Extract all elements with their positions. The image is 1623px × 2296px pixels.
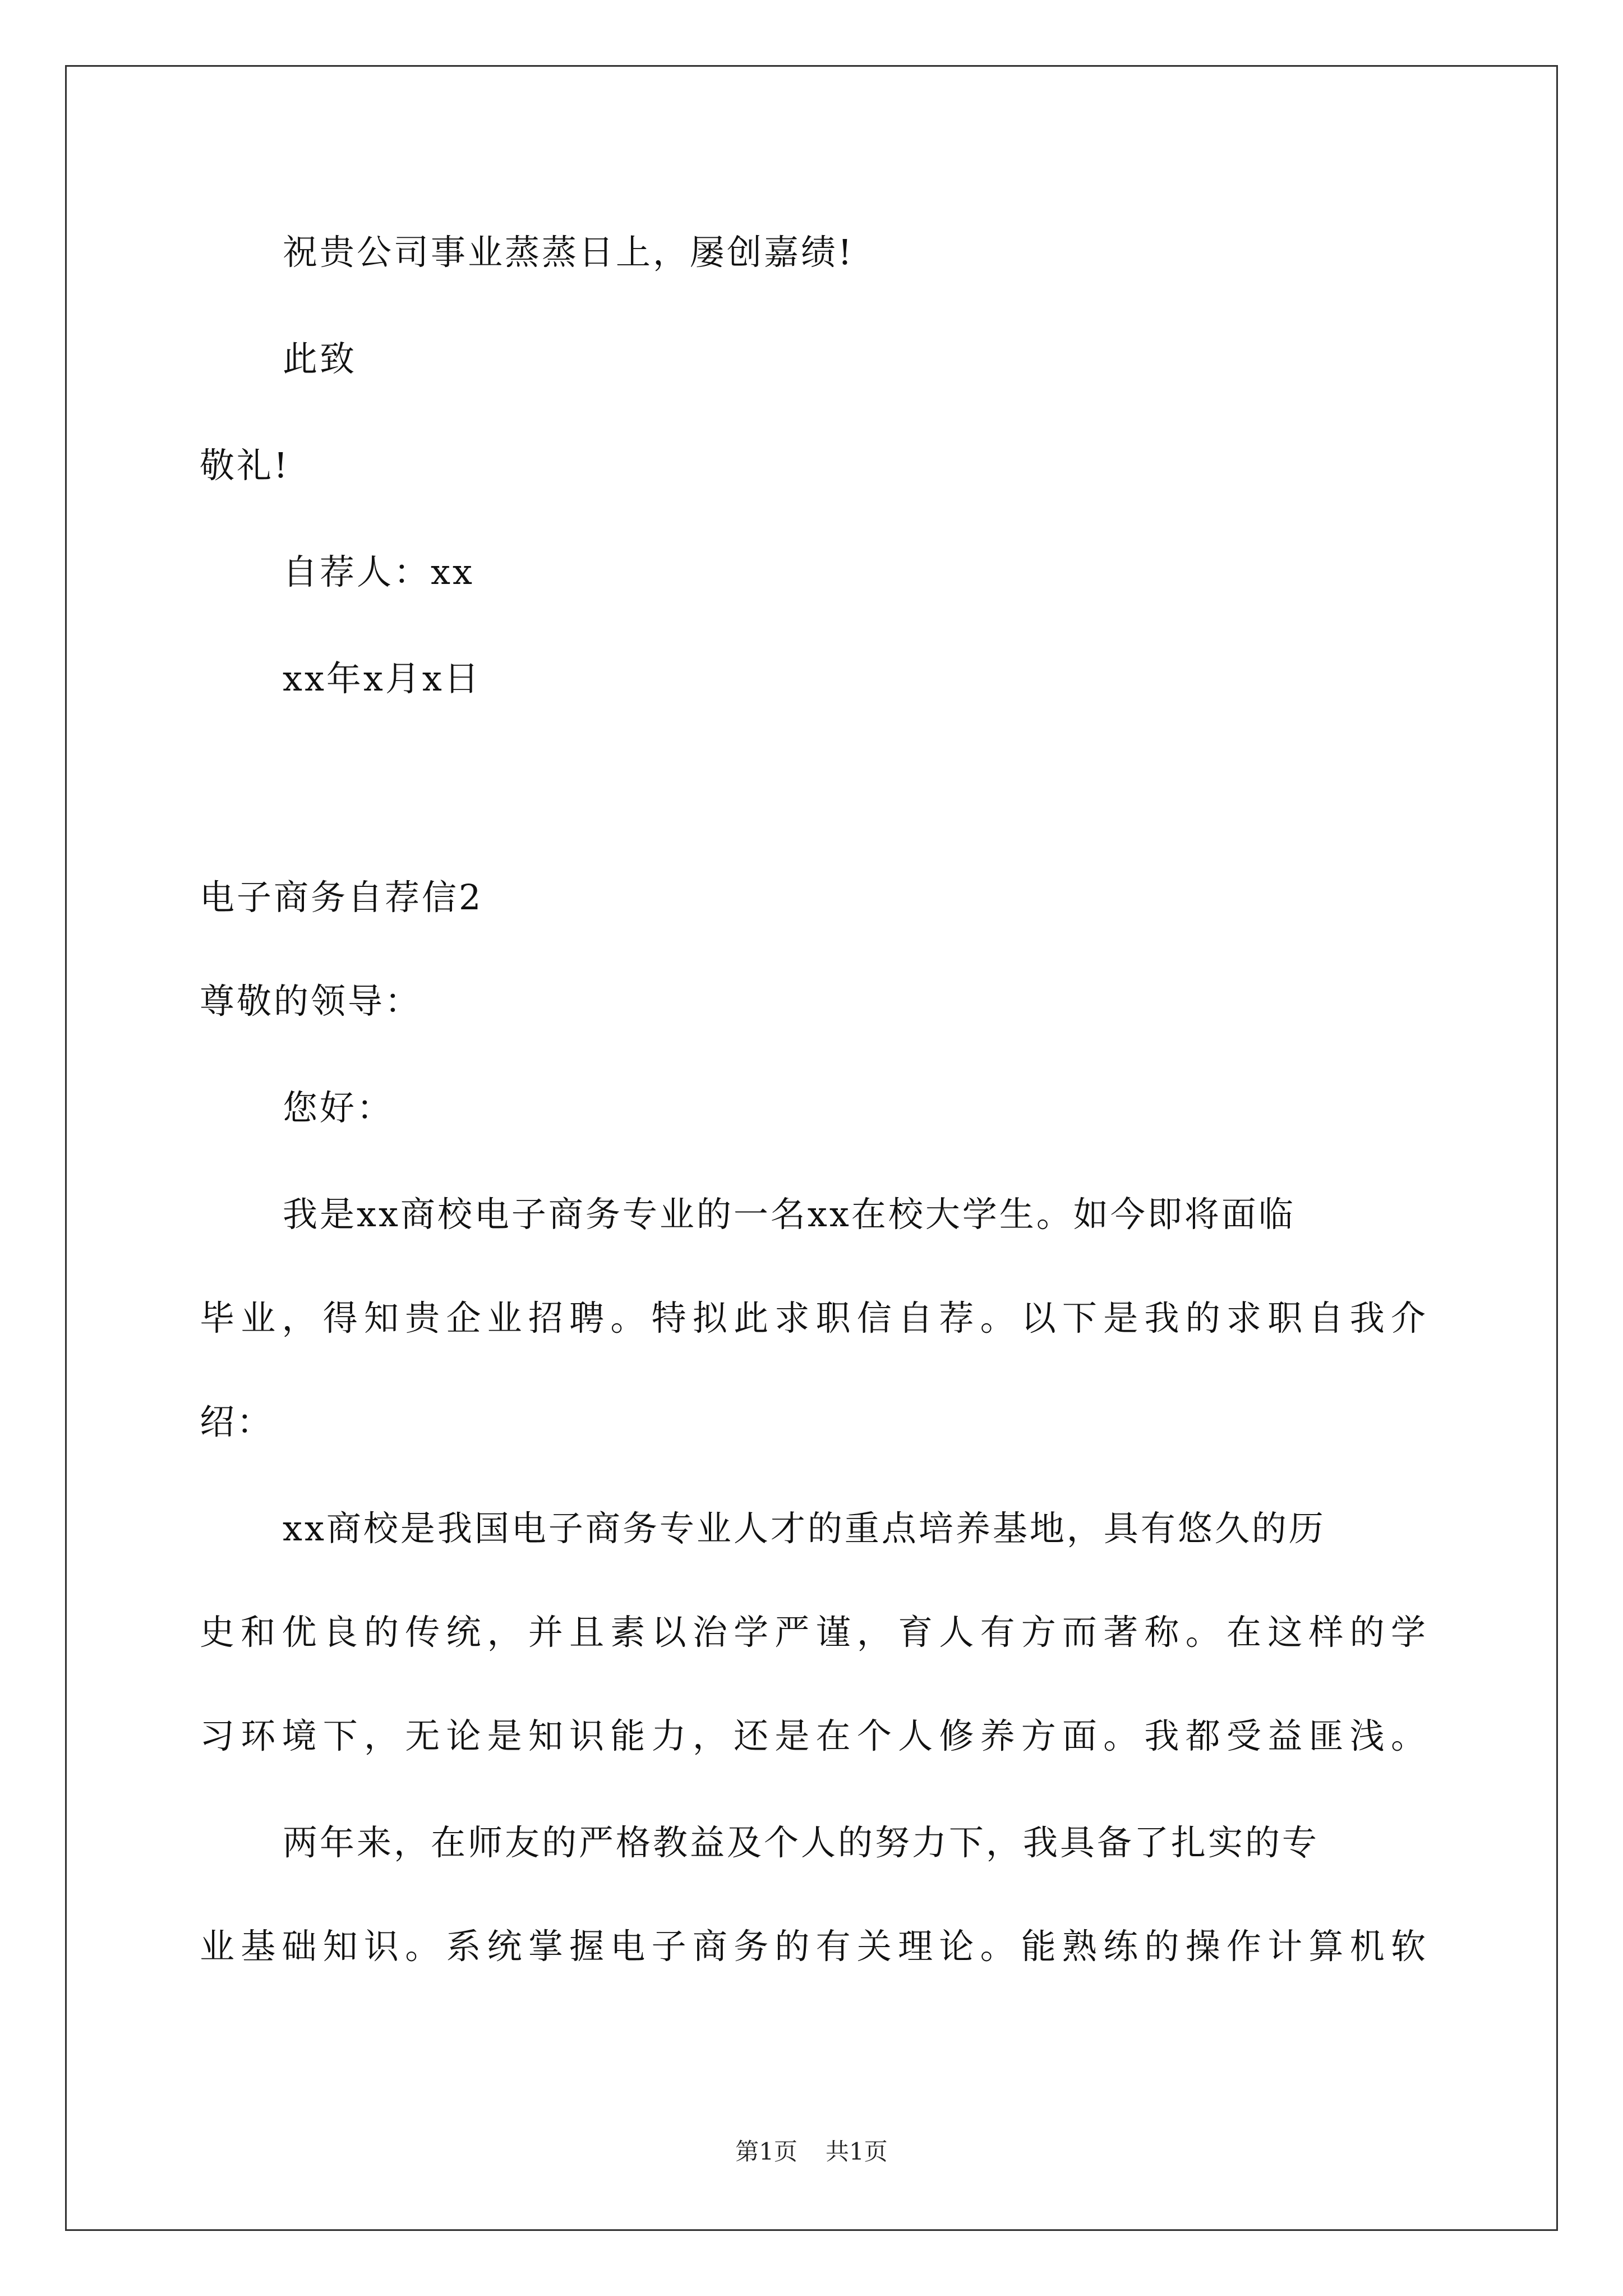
signature-name: 自荐人：xx (283, 551, 474, 592)
paragraph-line: 我是xx商校电子商务专业的一名xx在校大学生。如今即将面临 (283, 1194, 1295, 1235)
paragraph-line: 两年来，在师友的严格教益及个人的努力下，我具备了扎实的专 (283, 1822, 1320, 1863)
greeting-recipient: 尊敬的领导： (200, 981, 422, 1022)
paragraph-line: 业基础知识。系统掌握电子商务的有关理论。能熟练的操作计算机软 (200, 1926, 1428, 1967)
salutation-jing-li: 敬礼! (200, 445, 290, 486)
paragraph-line: 习环境下，无论是知识能力，还是在个人修养方面。我都受益匪浅。 (200, 1715, 1428, 1756)
signature-date: xx年x月x日 (283, 658, 481, 699)
closing-wish: 祝贵公司事业蒸蒸日上，屡创嘉绩! (283, 232, 854, 273)
paragraph-line: 绍： (200, 1401, 274, 1442)
paragraph-line: xx商校是我国电子商务专业人才的重点培养基地，具有悠久的历 (283, 1508, 1326, 1549)
section-title: 电子商务自荐信2 (200, 877, 483, 918)
greeting-hello: 您好： (283, 1087, 394, 1128)
page-number: 第1页 (735, 2138, 797, 2165)
page-footer (0, 2136, 1623, 2168)
page-border (65, 65, 1558, 2231)
paragraph-line: 毕业，得知贵企业招聘。特拟此求职信自荐。以下是我的求职自我介 (200, 1297, 1428, 1338)
paragraph-line: 史和优良的传统，并且素以治学严谨，育人有方而著称。在这样的学 (200, 1612, 1428, 1653)
page-total: 共1页 (826, 2138, 888, 2165)
salutation-ci-zhi: 此致 (283, 338, 357, 379)
